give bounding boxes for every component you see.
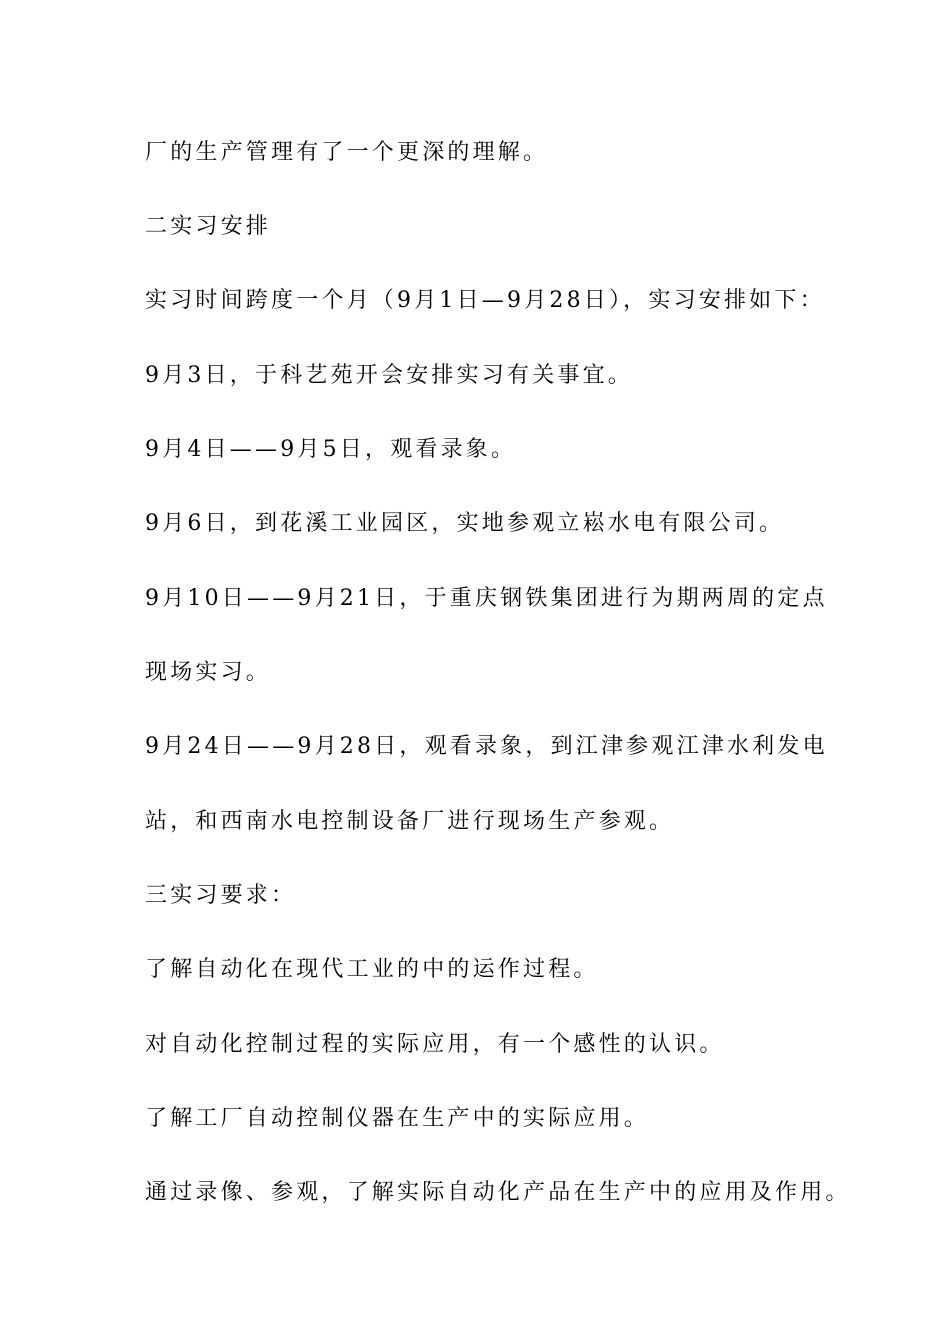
section-heading-arrangement: 二实习安排 <box>145 214 272 239</box>
schedule-item-3: 9月6日，到花溪工业园区，实地参观立崧水电有限公司。 <box>145 511 785 536</box>
requirement-item-2: 对自动化控制过程的实际应用，有一个感性的认识。 <box>145 1032 725 1057</box>
schedule-item-4-cont: 现场实习。 <box>145 660 272 685</box>
section-heading-requirements: 三实习要求： <box>145 883 297 908</box>
requirement-item-4: 通过录像、参观，了解实际自动化产品在生产中的应用及作用。 <box>145 1180 851 1205</box>
schedule-item-2: 9月4日——9月5日，观看录象。 <box>145 437 517 462</box>
requirement-item-3: 了解工厂自动控制仪器在生产中的实际应用。 <box>145 1106 650 1131</box>
requirement-item-1: 了解自动化在现代工业的中的运作过程。 <box>145 957 599 982</box>
schedule-item-5-cont: 站，和西南水电控制设备厂进行现场生产参观。 <box>145 809 675 834</box>
schedule-item-4: 9月10日——9月21日，于重庆钢铁集团进行为期两周的定点 <box>145 586 828 611</box>
text-line-1: 厂的生产管理有了一个更深的理解。 <box>145 140 549 165</box>
schedule-item-1: 9月3日，于科艺苑开会安排实习有关事宜。 <box>145 363 633 388</box>
schedule-item-5: 9月24日——9月28日，观看录象，到江津参观江津水利发电 <box>145 734 828 759</box>
text-line-schedule-intro: 实习时间跨度一个月（9月1日—9月28日），实习安排如下： <box>145 288 825 313</box>
